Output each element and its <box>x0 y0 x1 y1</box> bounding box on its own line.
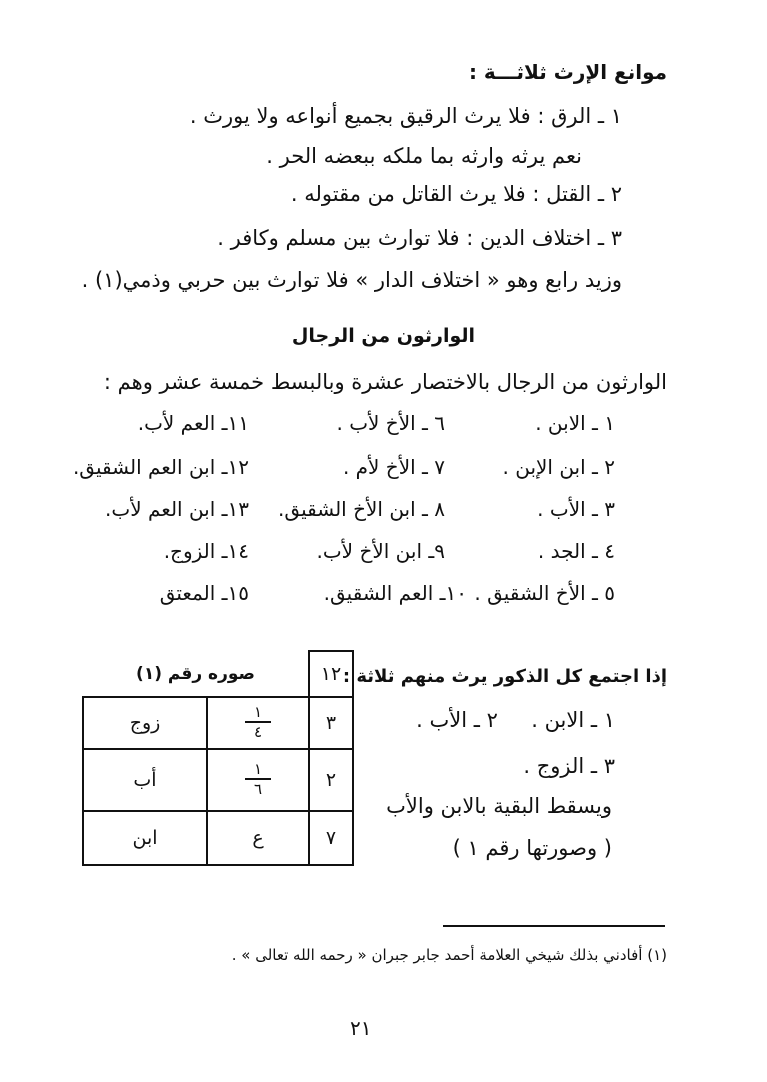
table-heir-cell: ابن <box>83 811 207 865</box>
heir-item: ١٢ـ ابن العم الشقيق. <box>72 455 249 479</box>
heir-item: ٣ ـ الأب . <box>537 497 615 521</box>
impediment-slavery-note: نعم يرثه وارثه بما ملكه ببعضه الحر . <box>266 144 582 168</box>
combined-line-4: ( وصورتها رقم ١ ) <box>452 836 612 860</box>
table-row <box>83 749 353 811</box>
table-caption: صوره رقم (١) <box>83 651 309 697</box>
heir-item: ١٤ـ الزوج. <box>163 539 249 563</box>
share-fraction <box>245 761 271 797</box>
fraction-denominator: ٤ <box>253 723 263 741</box>
heir-item: ١ ـ الابن . <box>535 411 615 435</box>
footnote-separator <box>443 925 665 927</box>
page-number: ٢١ <box>350 1016 372 1040</box>
table-row <box>83 697 353 749</box>
impediment-killing: ٢ ـ القتل : فلا يرث القاتل من مقتوله . <box>290 182 622 206</box>
impediment-slavery: ١ ـ الرق : فلا يرث الرقيق بجميع أنواعه ولا يورث . <box>189 104 622 128</box>
male-heirs-title: الوارثون من الرجال <box>291 325 476 347</box>
heir-item: ٦ ـ الأخ لأب . <box>336 411 445 435</box>
combined-line-3: ويسقط البقية بالابن والأب <box>386 794 612 818</box>
heir-item: ١١ـ العم لأب. <box>137 411 249 435</box>
male-heirs-intro: الوارثون من الرجال بالاختصار عشرة وبالبسط خمسة عشر وهم : <box>103 370 667 394</box>
heir-item: ١٣ـ ابن العم لأب. <box>105 497 249 521</box>
fraction-denominator: ٦ <box>253 780 263 798</box>
table-count-cell: ٣ <box>309 697 353 749</box>
table-heir-cell: زوج <box>83 697 207 749</box>
heir-item: ٧ ـ الأخ لأم . <box>342 455 445 479</box>
heir-item: ٩ـ ابن الأخ لأب. <box>316 539 445 563</box>
heir-item: ٨ ـ ابن الأخ الشقيق. <box>278 497 445 521</box>
heir-item: ١٠ـ العم الشقيق. <box>323 581 467 605</box>
share-fraction <box>245 704 271 740</box>
table-base-cell: ١٢ <box>309 651 353 697</box>
heir-item: ٢ ـ ابن الإبن . <box>502 455 615 479</box>
heir-item: ٥ ـ الأخ الشقيق . <box>474 581 615 605</box>
impediment-religion: ٣ ـ اختلاف الدين : فلا توارث بين مسلم وكافر . <box>217 226 622 250</box>
table-header-row <box>83 651 353 697</box>
table-row <box>83 811 353 865</box>
combined-heading: إذا اجتمع كل الذكور يرث منهم ثلاثة : <box>342 666 667 687</box>
combined-line-2: ٣ ـ الزوج . <box>523 754 615 778</box>
table-count-cell: ٧ <box>309 811 353 865</box>
combined-line-1: ١ ـ الابن . ٢ ـ الأب . <box>416 708 615 732</box>
inheritance-table <box>82 650 354 866</box>
table-share-cell: ع <box>207 811 309 865</box>
heir-item: ١٥ـ المعتق <box>159 581 249 605</box>
table-share-cell <box>207 697 309 749</box>
table-share-cell <box>207 749 309 811</box>
fraction-numerator: ١ <box>253 760 263 778</box>
impediment-domain: وزيد رابع وهو « اختلاف الدار » فلا توارث بين حربي وذمي(١) . <box>81 268 622 292</box>
footnote: (١) أفادني بذلك شيخي العلامة أحمد جابر جبران « رحمه الله تعالى » . <box>231 946 667 964</box>
heir-item: ٤ ـ الجد . <box>537 539 615 563</box>
table-heir-cell: أب <box>83 749 207 811</box>
impediments-heading: موانع الإرث ثلاثـــة : <box>468 60 667 84</box>
fraction-numerator: ١ <box>253 703 263 721</box>
table-count-cell: ٢ <box>309 749 353 811</box>
